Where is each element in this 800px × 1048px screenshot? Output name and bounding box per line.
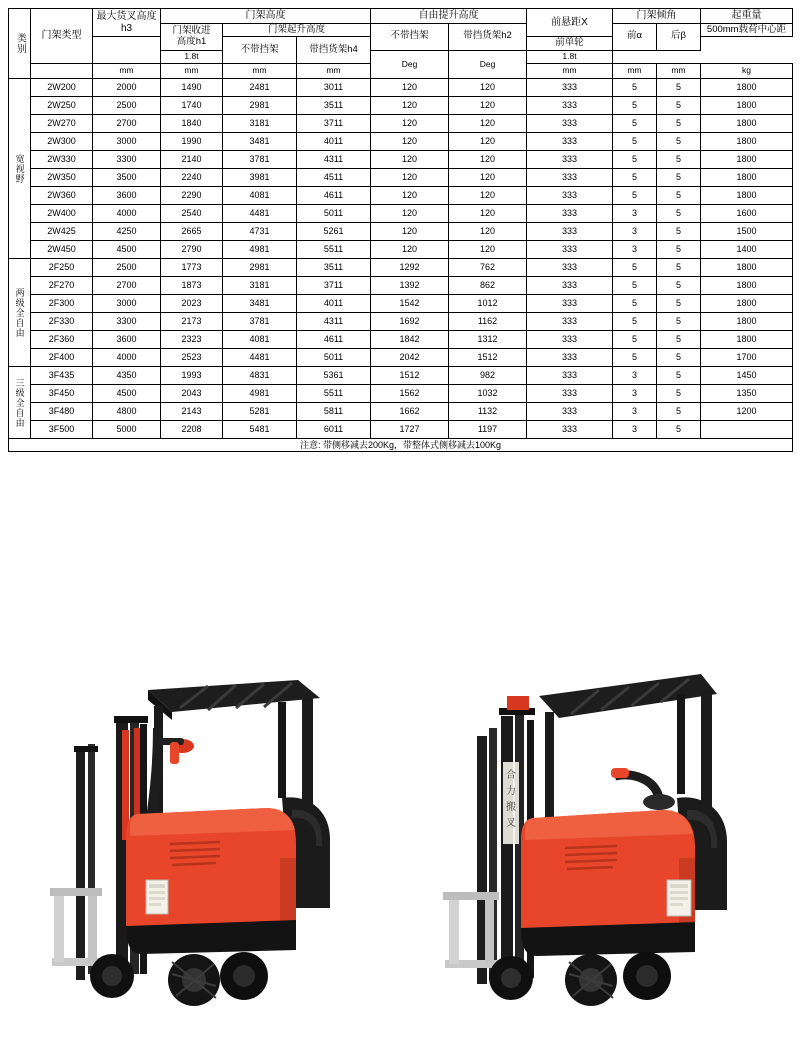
table-row xyxy=(9,151,793,169)
table-cell: 333 xyxy=(527,223,613,241)
table-row xyxy=(9,79,793,97)
table-cell: 3000 xyxy=(93,295,161,313)
cell-mast-type: 2F330 xyxy=(31,313,93,331)
table-cell: 333 xyxy=(527,97,613,115)
table-cell: 2790 xyxy=(161,241,223,259)
table-cell: 3011 xyxy=(297,79,371,97)
unit-front-overhang: mm xyxy=(657,64,701,79)
cell-mast-type: 2F360 xyxy=(31,331,93,349)
table-cell: 333 xyxy=(527,331,613,349)
table-row xyxy=(9,313,793,331)
table-cell: 333 xyxy=(527,295,613,313)
table-cell: 120 xyxy=(449,79,527,97)
table-cell: 5511 xyxy=(297,241,371,259)
table-cell: 1800 xyxy=(701,331,793,349)
table-cell: 1800 xyxy=(701,187,793,205)
wheels-right xyxy=(489,952,671,1006)
table-cell: 120 xyxy=(449,169,527,187)
table-cell: 1800 xyxy=(701,97,793,115)
cell-mast-type: 2W400 xyxy=(31,205,93,223)
table-cell: 120 xyxy=(449,97,527,115)
table-row xyxy=(9,349,793,367)
table-row xyxy=(9,259,793,277)
table-cell: 5261 xyxy=(297,223,371,241)
table-cell: 5 xyxy=(657,241,701,259)
header-with-backrest-h4: 带挡货架h4 xyxy=(297,37,371,64)
table-cell: 2000 xyxy=(93,79,161,97)
header-mast-retracted xyxy=(161,23,223,51)
table-cell: 862 xyxy=(449,277,527,295)
table-cell: 3300 xyxy=(93,151,161,169)
table-cell: 3500 xyxy=(93,169,161,187)
table-cell: 5 xyxy=(613,295,657,313)
table-row xyxy=(9,385,793,403)
unit-free-without-backrest: mm xyxy=(527,64,613,79)
unit-mast-type xyxy=(31,64,93,79)
table-cell: 333 xyxy=(527,367,613,385)
header-capacity-sub1: 500mm载荷中心距 xyxy=(701,23,793,37)
table-cell: 4011 xyxy=(297,133,371,151)
table-cell: 2981 xyxy=(223,97,297,115)
table-cell: 5 xyxy=(657,295,701,313)
table-cell: 1400 xyxy=(701,241,793,259)
table-cell: 3481 xyxy=(223,133,297,151)
table-cell: 762 xyxy=(449,259,527,277)
vehicle-body-left xyxy=(126,808,296,954)
table-cell: 1800 xyxy=(701,259,793,277)
table-row xyxy=(9,187,793,205)
table-cell: 120 xyxy=(371,169,449,187)
table-cell: 1840 xyxy=(161,115,223,133)
table-row xyxy=(9,115,793,133)
header-max-fork-height-spacer xyxy=(93,37,161,64)
table-cell xyxy=(701,421,793,439)
table-cell: 1740 xyxy=(161,97,223,115)
forklift-photo-left xyxy=(30,658,350,1018)
table-cell: 2143 xyxy=(161,403,223,421)
table-cell: 5 xyxy=(613,313,657,331)
table-cell: 3781 xyxy=(223,151,297,169)
table-cell: 3 xyxy=(613,241,657,259)
table-cell: 4250 xyxy=(93,223,161,241)
table-cell: 5 xyxy=(613,151,657,169)
table-cell: 3600 xyxy=(93,331,161,349)
cell-mast-type: 2W360 xyxy=(31,187,93,205)
note-row xyxy=(9,439,793,452)
table-cell: 1662 xyxy=(371,403,449,421)
table-cell: 4000 xyxy=(93,349,161,367)
table-cell: 2481 xyxy=(223,79,297,97)
mast-decal-text: 合 xyxy=(506,770,516,782)
table-cell: 5 xyxy=(657,277,701,295)
table-cell: 5 xyxy=(613,115,657,133)
table-cell: 5 xyxy=(613,259,657,277)
row-group-label: 三级全自由 xyxy=(9,367,31,439)
table-cell: 4500 xyxy=(93,241,161,259)
table-cell: 120 xyxy=(371,223,449,241)
table-row xyxy=(9,97,793,115)
table-row xyxy=(9,277,793,295)
table-cell: 333 xyxy=(527,259,613,277)
table-cell: 5 xyxy=(657,133,701,151)
table-row xyxy=(9,295,793,313)
table-cell: 3511 xyxy=(297,259,371,277)
table-cell: 333 xyxy=(527,241,613,259)
table-cell: 3 xyxy=(613,385,657,403)
table-cell: 5000 xyxy=(93,421,161,439)
table-cell: 1873 xyxy=(161,277,223,295)
header-mast-tilt-group: 门架倾角 xyxy=(613,9,701,24)
header-capacity-sub2: 前单轮 xyxy=(527,37,613,51)
cell-mast-type: 2W270 xyxy=(31,115,93,133)
cell-mast-type: 2W200 xyxy=(31,79,93,97)
table-cell: 4500 xyxy=(93,385,161,403)
table-cell: 5281 xyxy=(223,403,297,421)
table-cell: 1727 xyxy=(371,421,449,439)
table-cell: 120 xyxy=(371,115,449,133)
header-max-fork-height-sub: h3 xyxy=(120,22,133,34)
table-cell: 1990 xyxy=(161,133,223,151)
table-cell: 3711 xyxy=(297,115,371,133)
table-cell: 3981 xyxy=(223,169,297,187)
header-mast-height-group: 门架高度 xyxy=(161,9,371,24)
table-cell: 1800 xyxy=(701,169,793,187)
table-row xyxy=(9,205,793,223)
table-cell: 5 xyxy=(657,151,701,169)
table-cell: 2700 xyxy=(93,115,161,133)
table-cell: 333 xyxy=(527,349,613,367)
table-cell: 1132 xyxy=(449,403,527,421)
table-cell: 5 xyxy=(657,115,701,133)
specification-table xyxy=(8,8,793,452)
table-cell: 1500 xyxy=(701,223,793,241)
table-cell: 1800 xyxy=(701,115,793,133)
table-cell: 1512 xyxy=(371,367,449,385)
table-cell: 4000 xyxy=(93,205,161,223)
table-cell: 4081 xyxy=(223,331,297,349)
table-cell: 1200 xyxy=(701,403,793,421)
table-cell: 982 xyxy=(449,367,527,385)
table-cell: 5 xyxy=(657,169,701,187)
table-cell: 4611 xyxy=(297,331,371,349)
wheels-left xyxy=(90,952,268,1006)
table-cell: 5 xyxy=(613,97,657,115)
table-cell: 1392 xyxy=(371,277,449,295)
table-cell: 333 xyxy=(527,151,613,169)
table-cell: 120 xyxy=(449,115,527,133)
table-cell: 1600 xyxy=(701,205,793,223)
cell-mast-type: 2W250 xyxy=(31,97,93,115)
header-free-without-backrest: 不带挡架 xyxy=(371,23,449,51)
unit-free-with-backrest: mm xyxy=(613,64,657,79)
table-cell: 1842 xyxy=(371,331,449,349)
table-cell: 1692 xyxy=(371,313,449,331)
header-tilt-alpha-unit: Deg xyxy=(371,51,449,79)
table-cell: 2523 xyxy=(161,349,223,367)
table-cell: 333 xyxy=(527,313,613,331)
table-cell: 2023 xyxy=(161,295,223,313)
header-category: 类别 xyxy=(9,9,31,79)
table-cell: 333 xyxy=(527,277,613,295)
table-row xyxy=(9,241,793,259)
table-cell: 4011 xyxy=(297,295,371,313)
spec-sheet xyxy=(0,0,800,452)
table-cell: 4731 xyxy=(223,223,297,241)
table-cell: 5 xyxy=(657,223,701,241)
table-cell: 5361 xyxy=(297,367,371,385)
table-cell: 1800 xyxy=(701,151,793,169)
table-cell: 333 xyxy=(527,115,613,133)
table-cell: 2540 xyxy=(161,205,223,223)
header-free-with-backrest: 带挡货架h2 xyxy=(449,23,527,51)
table-cell: 4511 xyxy=(297,169,371,187)
table-cell: 5 xyxy=(657,205,701,223)
table-cell: 1700 xyxy=(701,349,793,367)
cell-mast-type: 2W350 xyxy=(31,169,93,187)
table-cell: 1800 xyxy=(701,295,793,313)
table-cell: 2043 xyxy=(161,385,223,403)
table-cell: 5011 xyxy=(297,349,371,367)
table-cell: 3 xyxy=(613,403,657,421)
header-front-overhang-capacity: 1.8t xyxy=(161,51,223,64)
cell-mast-type: 2W300 xyxy=(31,133,93,151)
table-cell: 120 xyxy=(449,241,527,259)
table-cell: 333 xyxy=(527,169,613,187)
unit-capacity: kg xyxy=(701,64,793,79)
table-cell: 1800 xyxy=(701,133,793,151)
table-row xyxy=(9,223,793,241)
cell-mast-type: 2F400 xyxy=(31,349,93,367)
table-cell: 5 xyxy=(657,367,701,385)
table-cell: 3181 xyxy=(223,277,297,295)
table-cell: 4311 xyxy=(297,313,371,331)
header-tilt-beta: 后β xyxy=(657,23,701,51)
header-capacity-sub3: 1.8t xyxy=(527,51,613,64)
table-cell: 1800 xyxy=(701,277,793,295)
table-row xyxy=(9,133,793,151)
header-row-1 xyxy=(9,9,793,24)
table-cell: 1542 xyxy=(371,295,449,313)
header-mast-type: 门架类型 xyxy=(31,9,93,64)
table-cell: 2981 xyxy=(223,259,297,277)
table-cell: 120 xyxy=(371,205,449,223)
table-cell: 1312 xyxy=(449,331,527,349)
table-cell: 120 xyxy=(371,79,449,97)
cell-mast-type: 2W330 xyxy=(31,151,93,169)
table-row xyxy=(9,421,793,439)
table-cell: 5 xyxy=(613,331,657,349)
table-cell: 1197 xyxy=(449,421,527,439)
unit-mast-retracted: mm xyxy=(161,64,223,79)
table-cell: 5511 xyxy=(297,385,371,403)
table-cell: 2500 xyxy=(93,97,161,115)
unit-max-fork-height: mm xyxy=(93,64,161,79)
table-cell: 5 xyxy=(657,349,701,367)
table-cell: 333 xyxy=(527,421,613,439)
table-cell: 4481 xyxy=(223,349,297,367)
table-cell: 1032 xyxy=(449,385,527,403)
table-cell: 333 xyxy=(527,403,613,421)
table-cell: 5011 xyxy=(297,205,371,223)
svg-text:力: 力 xyxy=(506,786,516,798)
header-max-fork-height xyxy=(93,9,161,37)
table-cell: 3600 xyxy=(93,187,161,205)
table-cell: 6011 xyxy=(297,421,371,439)
cell-mast-type: 2W425 xyxy=(31,223,93,241)
header-max-fork-height-label: 最大货叉高度 xyxy=(96,11,157,23)
table-cell: 1490 xyxy=(161,79,223,97)
table-cell: 1350 xyxy=(701,385,793,403)
table-body xyxy=(9,79,793,439)
table-cell: 2665 xyxy=(161,223,223,241)
header-capacity-group: 起重量 xyxy=(701,9,793,24)
cell-mast-type: 3F500 xyxy=(31,421,93,439)
table-cell: 1562 xyxy=(371,385,449,403)
header-tilt-alpha: 前α xyxy=(613,23,657,51)
header-without-backrest: 不带挡架 xyxy=(223,37,297,64)
table-cell: 2240 xyxy=(161,169,223,187)
table-cell: 5 xyxy=(657,331,701,349)
table-cell: 5481 xyxy=(223,421,297,439)
table-cell: 333 xyxy=(527,205,613,223)
steering-console-right xyxy=(611,768,675,810)
table-cell: 1292 xyxy=(371,259,449,277)
table-cell: 3481 xyxy=(223,295,297,313)
table-cell: 1800 xyxy=(701,79,793,97)
header-front-overhang: 前悬距X xyxy=(527,9,613,37)
table-note: 注意: 带侧移减去200Kg，带整体式侧移减去100Kg xyxy=(9,439,793,452)
table-cell: 5 xyxy=(657,187,701,205)
table-cell: 1450 xyxy=(701,367,793,385)
table-cell: 4611 xyxy=(297,187,371,205)
table-cell: 5 xyxy=(657,421,701,439)
table-cell: 5 xyxy=(657,259,701,277)
table-cell: 333 xyxy=(527,133,613,151)
table-cell: 3000 xyxy=(93,133,161,151)
unit-with-backrest: mm xyxy=(297,64,371,79)
table-cell: 5 xyxy=(613,133,657,151)
table-cell: 5 xyxy=(613,79,657,97)
forklift-photo-right xyxy=(415,658,755,1018)
table-cell: 4481 xyxy=(223,205,297,223)
table-cell: 2208 xyxy=(161,421,223,439)
cell-mast-type: 2F300 xyxy=(31,295,93,313)
table-row xyxy=(9,331,793,349)
row-group-label: 两级全自由 xyxy=(9,259,31,367)
steering-column-left xyxy=(150,728,194,826)
table-cell: 3300 xyxy=(93,313,161,331)
table-cell: 2173 xyxy=(161,313,223,331)
table-cell: 1800 xyxy=(701,313,793,331)
svg-text:叉: 叉 xyxy=(506,818,516,830)
svg-text:搬: 搬 xyxy=(506,802,516,814)
table-cell: 120 xyxy=(449,151,527,169)
table-cell: 1773 xyxy=(161,259,223,277)
table-cell: 120 xyxy=(449,133,527,151)
header-free-lift-group: 自由提升高度 xyxy=(371,9,527,24)
table-row xyxy=(9,169,793,187)
table-cell: 2290 xyxy=(161,187,223,205)
table-cell: 120 xyxy=(371,241,449,259)
cell-mast-type: 2F250 xyxy=(31,259,93,277)
table-cell: 2700 xyxy=(93,277,161,295)
product-photos xyxy=(0,548,800,1048)
table-cell: 3181 xyxy=(223,115,297,133)
table-cell: 3 xyxy=(613,367,657,385)
table-cell: 5 xyxy=(657,403,701,421)
table-cell: 1162 xyxy=(449,313,527,331)
cell-mast-type: 3F480 xyxy=(31,403,93,421)
table-cell: 1993 xyxy=(161,367,223,385)
cell-mast-type: 3F450 xyxy=(31,385,93,403)
vehicle-body-right xyxy=(521,810,695,956)
table-cell: 120 xyxy=(371,187,449,205)
table-cell: 4981 xyxy=(223,241,297,259)
table-cell: 333 xyxy=(527,79,613,97)
table-cell: 4981 xyxy=(223,385,297,403)
table-cell: 4800 xyxy=(93,403,161,421)
header-tilt-beta-unit: Deg xyxy=(449,51,527,79)
table-cell: 3711 xyxy=(297,277,371,295)
table-cell: 5 xyxy=(613,187,657,205)
table-cell: 333 xyxy=(527,187,613,205)
table-cell: 4350 xyxy=(93,367,161,385)
table-cell: 5 xyxy=(657,385,701,403)
table-cell: 120 xyxy=(449,205,527,223)
table-cell: 4831 xyxy=(223,367,297,385)
table-cell: 3 xyxy=(613,205,657,223)
table-cell: 5 xyxy=(657,79,701,97)
table-cell: 4081 xyxy=(223,187,297,205)
table-cell: 3 xyxy=(613,223,657,241)
table-cell: 3781 xyxy=(223,313,297,331)
table-cell: 2042 xyxy=(371,349,449,367)
table-cell: 3 xyxy=(613,421,657,439)
table-cell: 2140 xyxy=(161,151,223,169)
table-cell: 120 xyxy=(449,223,527,241)
table-row xyxy=(9,403,793,421)
table-cell: 120 xyxy=(371,97,449,115)
cell-mast-type: 2W450 xyxy=(31,241,93,259)
header-mast-retracted-label: 门架收进 xyxy=(172,25,211,36)
table-cell: 5 xyxy=(613,349,657,367)
table-cell: 1012 xyxy=(449,295,527,313)
unit-without-backrest: mm xyxy=(223,64,297,79)
table-cell: 333 xyxy=(527,385,613,403)
table-cell: 4311 xyxy=(297,151,371,169)
cell-mast-type: 3F435 xyxy=(31,367,93,385)
table-cell: 120 xyxy=(449,187,527,205)
table-row xyxy=(9,367,793,385)
table-cell: 120 xyxy=(371,133,449,151)
table-cell: 2500 xyxy=(93,259,161,277)
table-cell: 5 xyxy=(657,313,701,331)
table-cell: 5811 xyxy=(297,403,371,421)
table-cell: 5 xyxy=(613,277,657,295)
header-mast-lift-group: 门架起升高度 xyxy=(223,23,371,37)
table-cell: 2323 xyxy=(161,331,223,349)
table-cell: 3511 xyxy=(297,97,371,115)
cell-mast-type: 2F270 xyxy=(31,277,93,295)
header-mast-retracted-sub: 高度h1 xyxy=(176,35,207,47)
table-cell: 5 xyxy=(613,169,657,187)
table-cell: 5 xyxy=(657,97,701,115)
table-cell: 1512 xyxy=(449,349,527,367)
row-group-label: 宽视野 xyxy=(9,79,31,259)
table-cell: 120 xyxy=(371,151,449,169)
